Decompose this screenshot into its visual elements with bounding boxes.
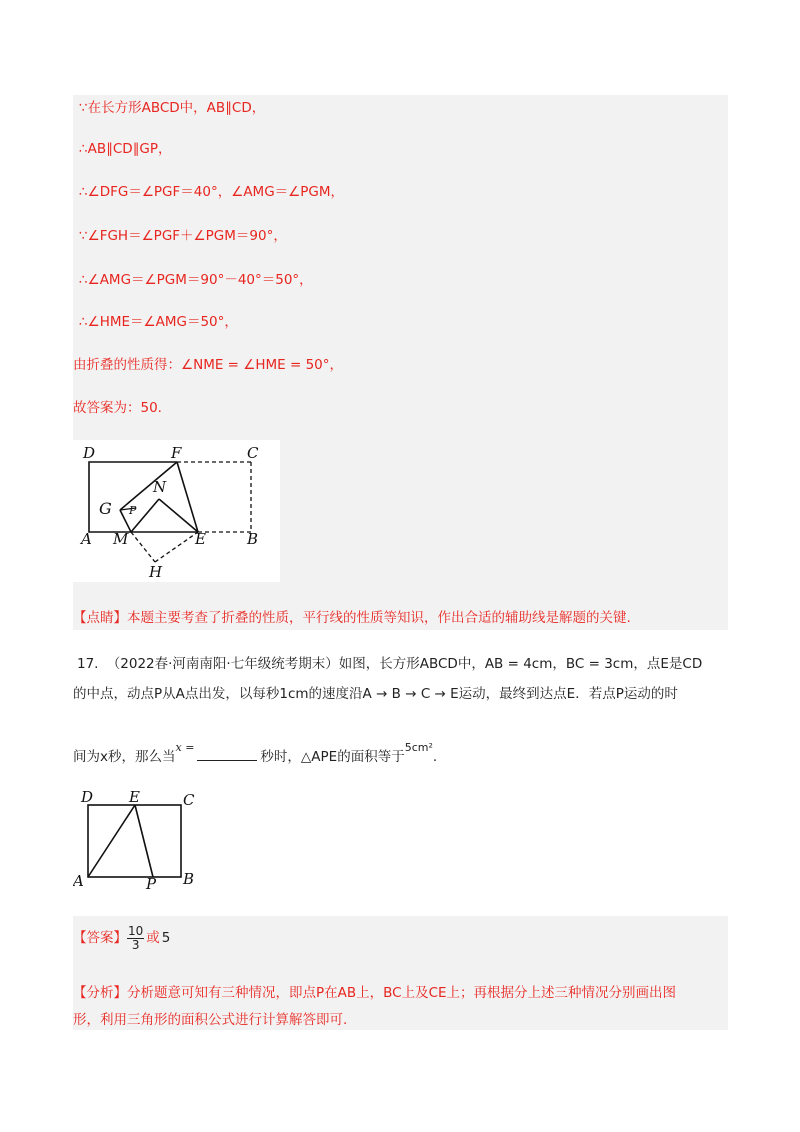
label-A2: A <box>73 872 84 890</box>
analysis-text-1: 分析题意可知有三种情况，即点P在AB上，BC上及CE上；再根据分上述三种情况分别画出图 <box>127 985 677 1001</box>
answer-blank <box>197 748 257 761</box>
comment-line <box>73 608 631 628</box>
solution-line-3: ∴∠DFG＝∠PGF＝40°，∠AMG＝∠PGM， <box>79 184 345 200</box>
solution-line-2: ∴AB∥CD∥GP， <box>79 141 172 157</box>
label-G: G <box>99 499 112 518</box>
figure-1 <box>73 440 280 582</box>
label-A: A <box>81 530 92 548</box>
question-source: （2022春·河南南阳·七年级统考期末） <box>106 656 339 672</box>
question-line-2: 的中点，动点P从A点出发，以每秒1cm的速度沿A → B → C → E运动，最终到达点E．若点P运动的时 <box>73 686 678 702</box>
solution-block <box>73 95 728 630</box>
analysis-line-2: 形，利用三角形的面积公式进行计算解答即可. <box>73 1012 348 1028</box>
label-H: H <box>149 563 163 581</box>
fraction-numerator: 10 <box>128 923 144 938</box>
answer-block <box>73 916 728 1030</box>
question-number: 17. <box>77 656 99 672</box>
label-C2: C <box>183 791 195 809</box>
question-line-1 <box>77 654 702 674</box>
answer-line <box>73 924 170 952</box>
label-B2: B <box>183 870 195 888</box>
rectangle-diagram <box>73 786 213 896</box>
analysis-line-1 <box>73 983 676 1003</box>
question-line-3 <box>73 738 437 767</box>
solution-line-6: ∴∠HME＝∠AMG＝50°， <box>79 314 238 330</box>
folding-diagram <box>73 440 280 582</box>
label-N: N <box>153 478 167 496</box>
question-text-3a: 间为x秒，那么当 <box>73 749 176 765</box>
answer-tag: 【答案】 <box>73 930 127 946</box>
solution-line-1: ∵在长方形ABCD中，AB∥CD， <box>79 100 266 116</box>
solution-line-4: ∵∠FGH＝∠PGF＋∠PGM＝90°， <box>79 228 287 244</box>
answer-value: 5 <box>161 930 171 946</box>
fraction-denominator: 3 <box>131 937 140 952</box>
answer-fraction <box>127 925 144 952</box>
label-F: F <box>171 444 182 462</box>
label-D: D <box>83 444 96 462</box>
solution-line-8: 故答案为：50. <box>73 400 162 416</box>
question-text-1: 如图，长方形ABCD中，AB = 4cm，BC = 3cm，点E是CD <box>338 656 703 672</box>
question-text-3b: 秒时，△APE的面积等于 <box>260 749 405 765</box>
solution-line-7: 由折叠的性质得：∠NME = ∠HME = 50°， <box>73 357 344 373</box>
label-E2: E <box>129 788 140 806</box>
label-C: C <box>247 444 259 462</box>
label-P: P <box>129 504 137 517</box>
area-value: 5cm² <box>404 741 433 754</box>
comment-tag: 【点睛】 <box>73 610 127 626</box>
question-end: . <box>432 749 438 765</box>
label-B: B <box>247 530 259 548</box>
label-M: M <box>113 530 129 548</box>
figure-2 <box>73 786 213 896</box>
label-P2: P <box>146 875 157 893</box>
solution-line-5: ∴∠AMG＝∠PGM＝90°－40°＝50°， <box>79 272 313 288</box>
label-E: E <box>195 530 206 548</box>
x-equals: x = <box>175 741 195 754</box>
answer-or: 或 <box>146 930 160 946</box>
label-D2: D <box>81 788 94 806</box>
analysis-tag: 【分析】 <box>73 985 127 1001</box>
comment-text: 本题主要考查了折叠的性质，平行线的性质等知识，作出合适的辅助线是解题的关键. <box>127 610 631 626</box>
